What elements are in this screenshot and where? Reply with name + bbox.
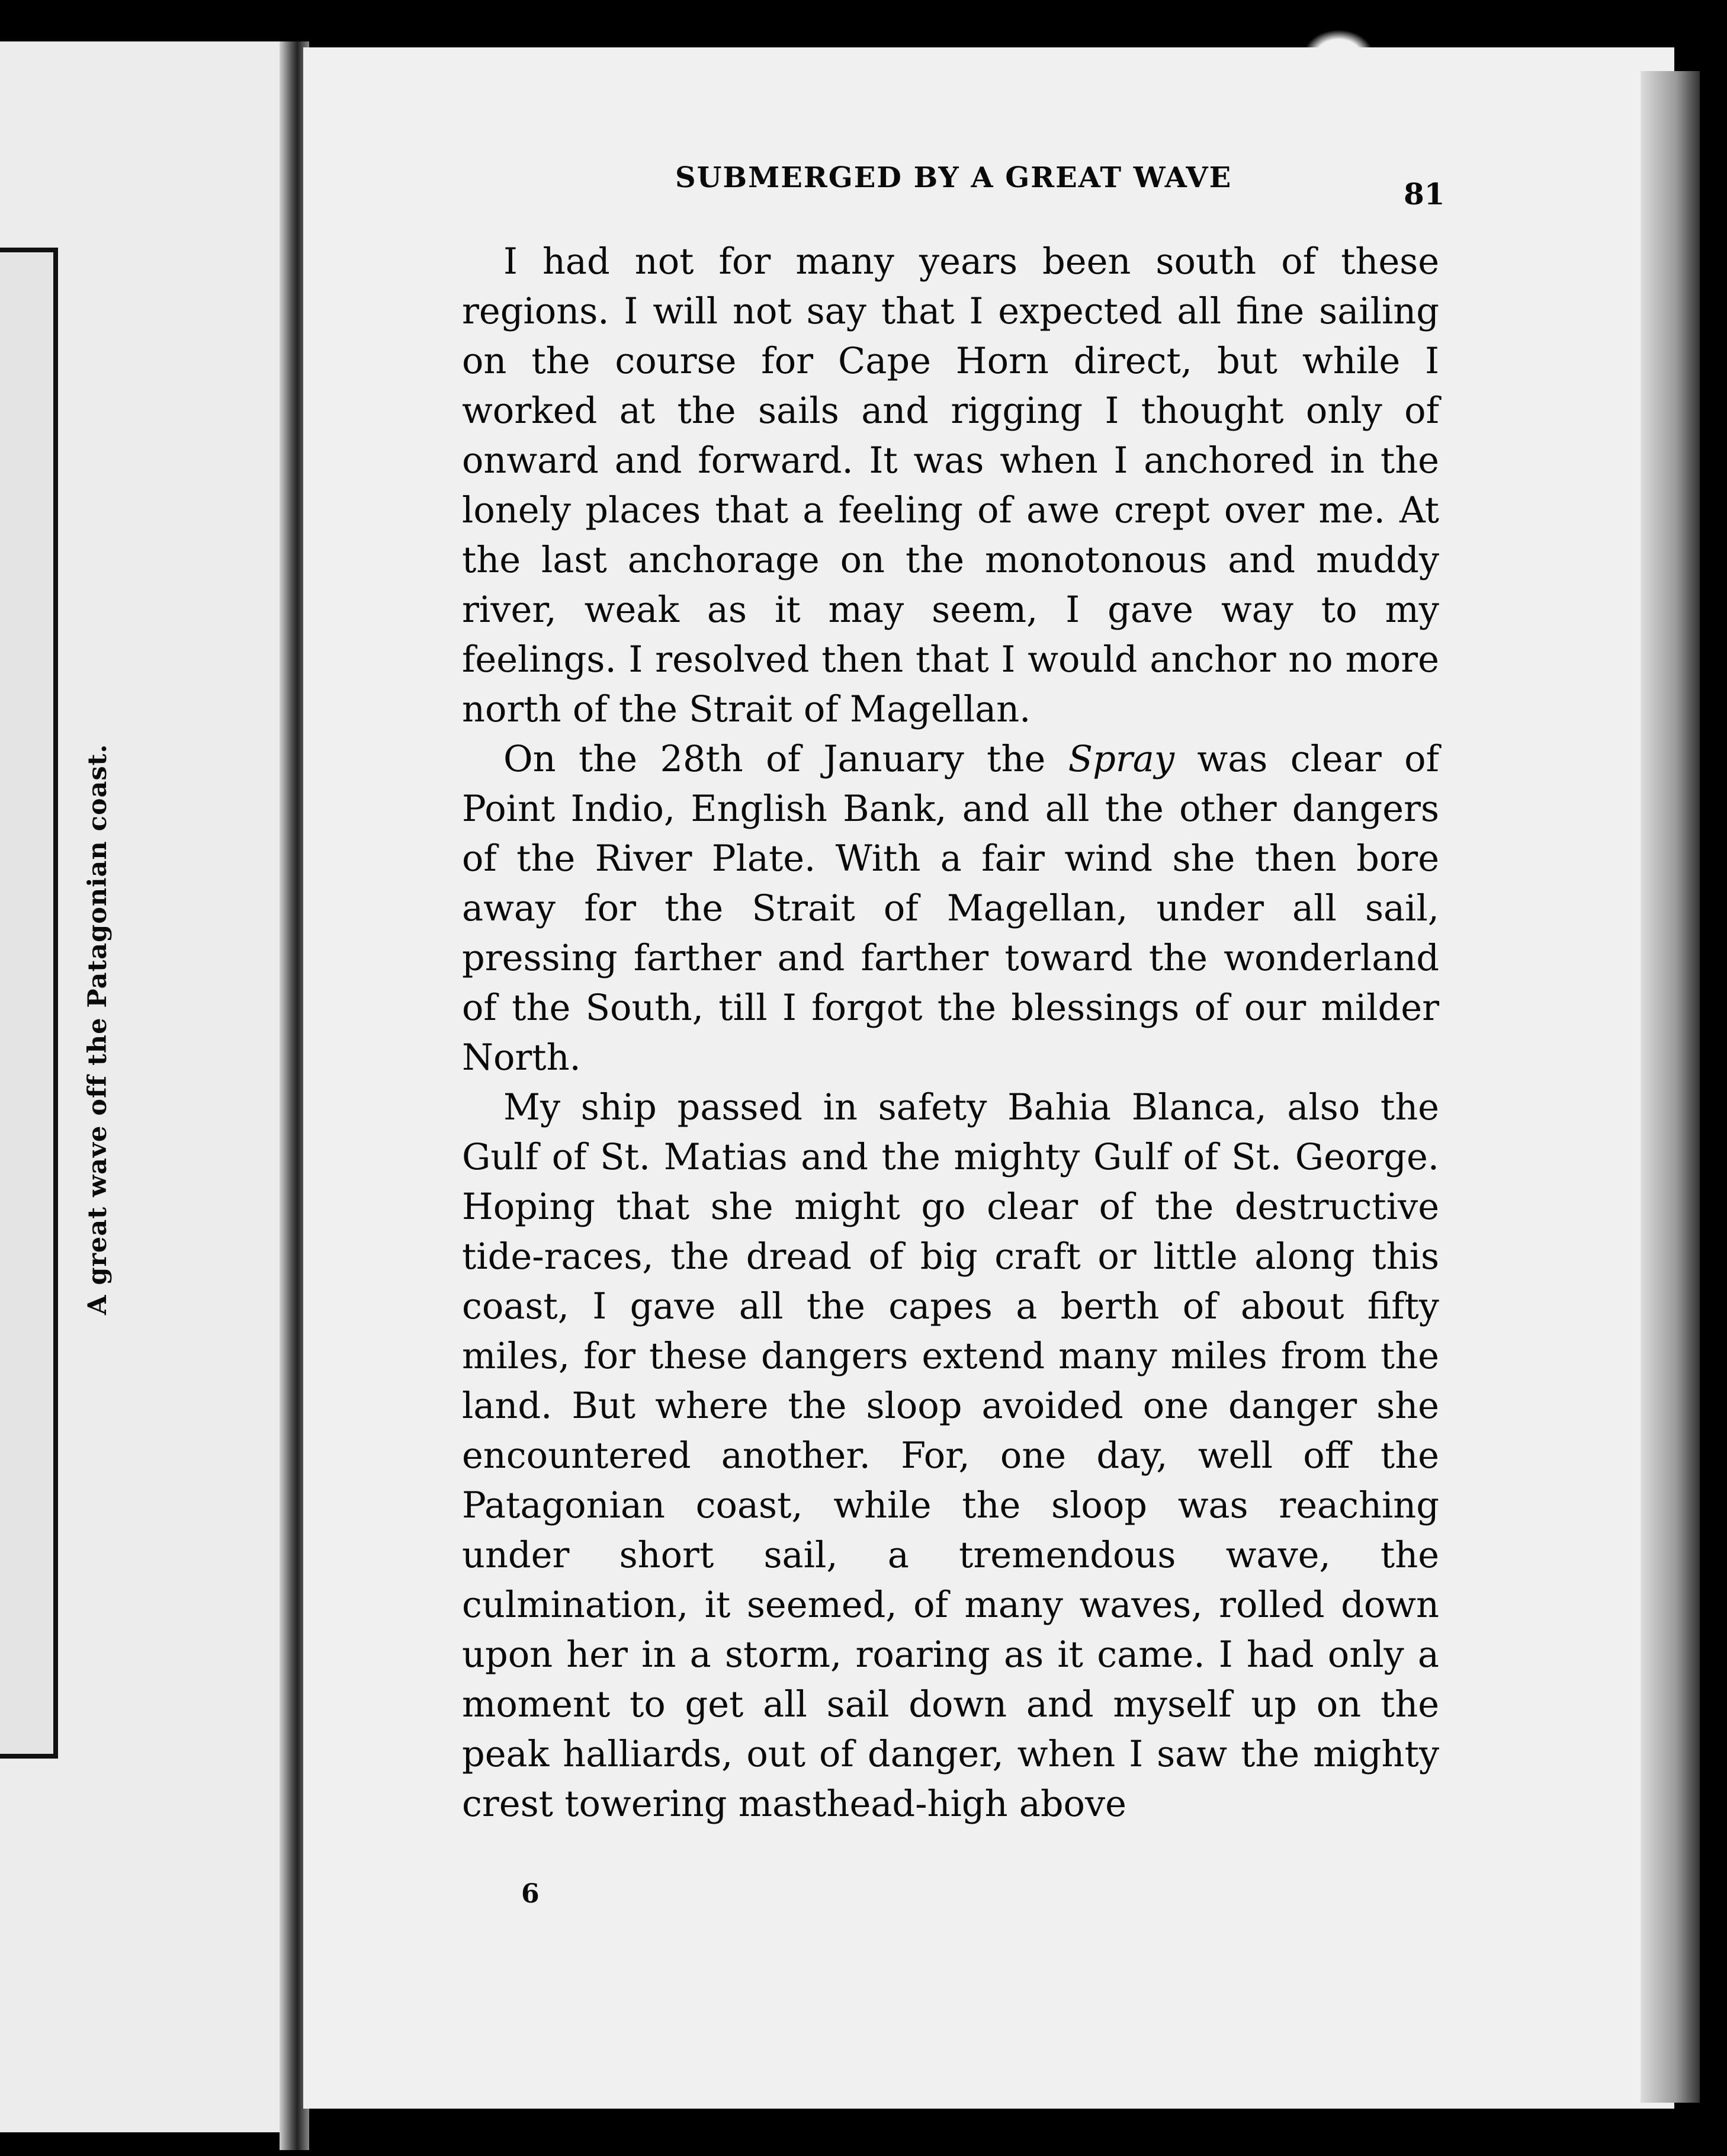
ship-name: Spray <box>1068 739 1175 780</box>
signature-mark: 6 <box>521 1879 540 1909</box>
paper-smudge <box>1303 30 1374 83</box>
paragraph-3: My ship passed in safety Bahia Blanca, also the Gulf of St. Matias and the mighty Gulf of St. George. Hoping that she might go clear of the destructive tide-races, the dread of big craft or little along this coast, I gave all the capes a berth of about fifty miles, for these dangers extend many miles from the land. But where the sloop avoided one danger she encountered another. For, one day, well off the Patagonian coast, while the sloop was reaching under short sail, a tremendous wave, the culmination, it seemed, of many waves, rolled down upon her in a storm, roaring as it came. I had only a moment to get all sail down and myself up on the peak halliards, out of danger, when I saw the mighty crest towering masthead-high above <box>462 1087 1439 1825</box>
body-text <box>462 237 1439 1829</box>
page-edge <box>1641 71 1700 2103</box>
paragraph-1: I had not for many years been south of these regions. I will not say that I expected all fine sailing on the course for Cape Horn direct, but while I worked at the sails and rigging I thought only of onward and forward. It was when I anchored in the lonely places that a feeling of awe crept over me. At the last anchorage on the monotonous and muddy river, weak as it may seem, I gave way to my feelings. I resolved then that I would anchor no more north of the Strait of Magellan. <box>462 241 1439 730</box>
paragraph-2-start: On the 28th of January the <box>503 739 1068 780</box>
paragraph-2-end: was clear of Point Indio, English Bank, and all the other dangers of the River Plate. With a fair wind she then bore away for the Strait of Magellan, under all sail, pressing farther and farther toward the wonderland of the South, till I forgot the blessings of our milder North. <box>462 739 1439 1079</box>
paragraph-2 <box>462 734 1439 1083</box>
illustration-plate-frame <box>0 248 58 1759</box>
page-number: 81 <box>1404 177 1445 211</box>
running-header: SUBMERGED BY A GREAT WAVE <box>675 161 1232 194</box>
plate-caption: A great wave off the Patagonian coast. <box>83 743 113 1315</box>
